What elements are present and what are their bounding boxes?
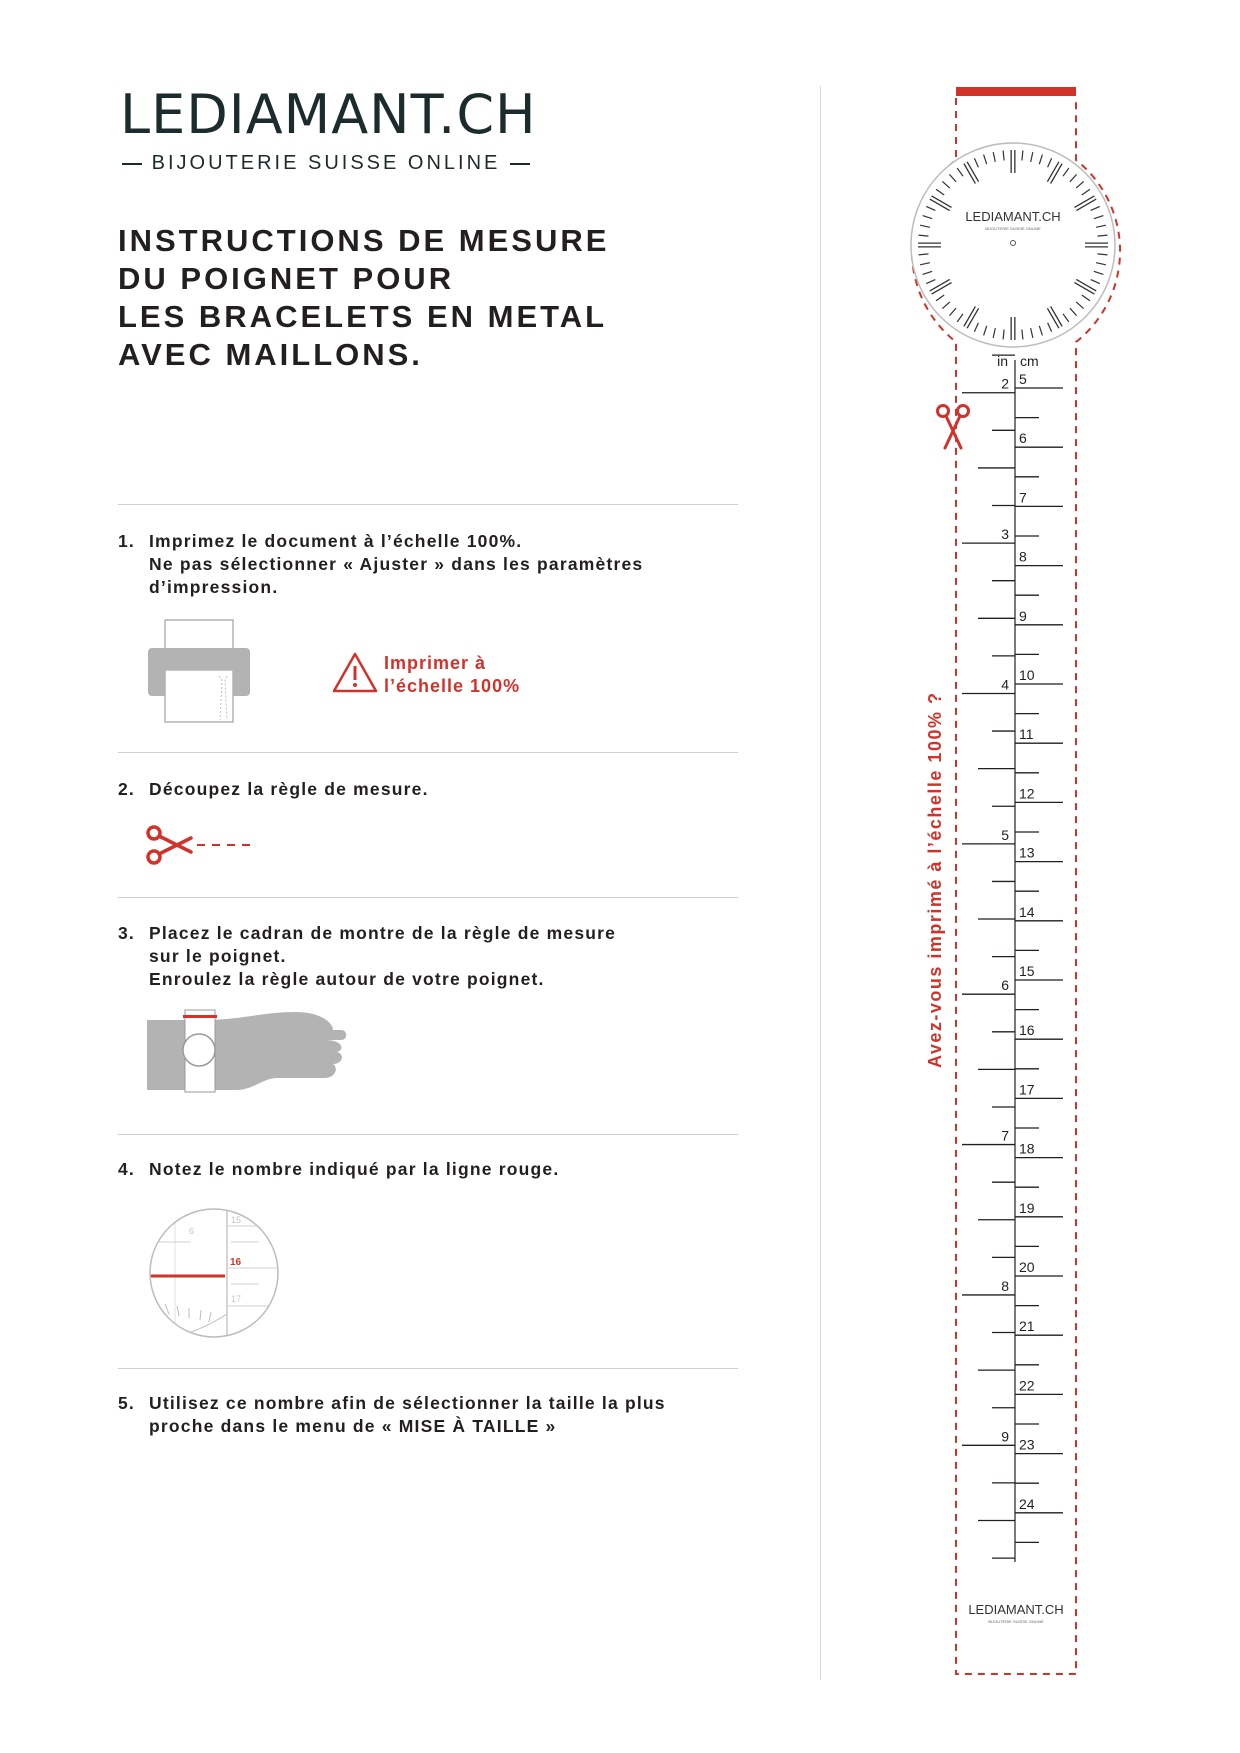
ruler-ticks	[962, 355, 1063, 1558]
page-title	[118, 222, 758, 374]
measuring-ruler	[880, 80, 1140, 1680]
cm-tick-label: 24	[1019, 1495, 1035, 1512]
cm-tick-label: 14	[1019, 903, 1035, 920]
cm-tick-label: 7	[1019, 489, 1027, 506]
step-text-line: Enroulez la règle autour de votre poignet.	[149, 969, 545, 989]
step-text-line: d’impression.	[149, 577, 279, 597]
step-1	[118, 530, 758, 599]
step-number: 5.	[118, 1393, 135, 1413]
section-divider	[118, 504, 738, 505]
brand-tagline: BIJOUTERIE SUISSE ONLINE	[151, 152, 501, 174]
inch-tick-label: 6	[1001, 977, 1009, 994]
tagline-rule-right	[510, 163, 530, 165]
magnifier-label-highlight: 16	[230, 1257, 242, 1268]
dial-logo: LEDIAMANT.CH	[965, 209, 1061, 224]
cm-tick-label: 5	[1019, 371, 1027, 387]
cm-tick-label: 15	[1019, 963, 1035, 979]
inch-unit-label: in	[997, 353, 1008, 369]
cm-tick-label: 19	[1019, 1199, 1035, 1216]
step-text-line: proche dans le menu de « MISE À TAILLE »	[149, 1416, 557, 1436]
title-line: LES BRACELETS EN METAL	[118, 299, 608, 334]
step-number: 1.	[118, 531, 135, 551]
inch-tick-label: 3	[1001, 526, 1009, 543]
step-number: 4.	[118, 1159, 135, 1179]
step-text-line: Utilisez ce nombre afin de sélectionner la taille la plus	[149, 1393, 666, 1413]
cm-tick-label: 11	[1019, 726, 1034, 743]
inch-tick-label: 9	[1001, 1428, 1009, 1445]
step-text-line: Notez le nombre indiqué par la ligne rouge.	[149, 1159, 560, 1179]
scale-check-question: Avez-vous imprimé à l’échelle 100% ?	[925, 691, 945, 1068]
section-divider	[118, 897, 738, 898]
step-4	[118, 1158, 758, 1181]
cm-tick-label: 23	[1019, 1436, 1035, 1453]
brand-logo: LEDIAMANT.CH	[120, 83, 537, 146]
section-divider	[118, 752, 738, 753]
inch-tick-label: 4	[1001, 676, 1009, 693]
step-text-line: Découpez la règle de mesure.	[149, 779, 429, 799]
dial-tagline: BIJOUTERIE SUISSE ONLINE	[985, 226, 1041, 231]
step-number: 3.	[118, 923, 135, 943]
cm-tick-label: 6	[1019, 430, 1027, 447]
cm-tick-label: 20	[1019, 1259, 1035, 1275]
ruler-scissors-icon	[938, 406, 969, 449]
ruler-footer-tagline: BIJOUTERIE SUISSE ONLINE	[988, 1619, 1044, 1624]
step-text-line: Placez le cadran de montre de la règle de mesure	[149, 923, 617, 943]
step-2	[118, 778, 758, 801]
cm-unit-label: cm	[1020, 353, 1039, 369]
warning-icon	[331, 651, 379, 695]
step-text-line: sur le poignet.	[149, 946, 287, 966]
step-text-line: Imprimez le document à l’échelle 100%.	[149, 531, 523, 551]
cm-tick-label: 13	[1019, 844, 1035, 861]
inch-tick-label: 8	[1001, 1277, 1009, 1294]
cm-tick-label: 12	[1019, 785, 1035, 802]
ruler-footer-logo: LEDIAMANT.CH	[968, 1602, 1064, 1617]
step-text-line: Ne pas sélectionner « Ajuster » dans les paramètres	[149, 554, 644, 574]
inch-tick-label: 7	[1001, 1127, 1009, 1144]
section-divider	[118, 1368, 738, 1369]
cm-tick-label: 8	[1019, 548, 1027, 565]
step-number: 2.	[118, 779, 135, 799]
inch-tick-label: 2	[1001, 375, 1009, 392]
cm-tick-label: 18	[1019, 1140, 1035, 1157]
section-divider	[118, 1134, 738, 1135]
magnifier-label: 17	[231, 1294, 242, 1304]
warning-text: Imprimer à l’échelle 100%	[384, 653, 521, 696]
cm-tick-label: 16	[1019, 1022, 1035, 1039]
red-marker-line	[956, 87, 1076, 96]
printer-icon	[145, 618, 255, 726]
cm-tick-label: 10	[1019, 667, 1035, 683]
title-line: DU POIGNET POUR	[118, 261, 455, 296]
wrist-icon	[145, 1008, 350, 1094]
title-line: INSTRUCTIONS DE MESURE	[118, 223, 610, 258]
cm-tick-label: 9	[1019, 607, 1027, 624]
column-divider	[820, 86, 821, 1680]
magnifier-label: 6	[189, 1226, 195, 1236]
scissors-cut-icon	[145, 824, 255, 866]
inch-tick-label: 5	[1001, 826, 1009, 843]
magnifier-label: 15	[231, 1215, 242, 1225]
cm-tick-label: 21	[1019, 1318, 1035, 1335]
magnifier-icon	[145, 1204, 283, 1342]
cm-tick-label: 17	[1019, 1081, 1035, 1098]
tagline-rule-left	[122, 163, 142, 165]
cm-tick-label: 22	[1019, 1377, 1035, 1394]
brand-tagline-row	[122, 152, 530, 175]
step-5	[118, 1392, 758, 1438]
title-line: AVEC MAILLONS.	[118, 337, 423, 372]
step-3	[118, 922, 758, 991]
